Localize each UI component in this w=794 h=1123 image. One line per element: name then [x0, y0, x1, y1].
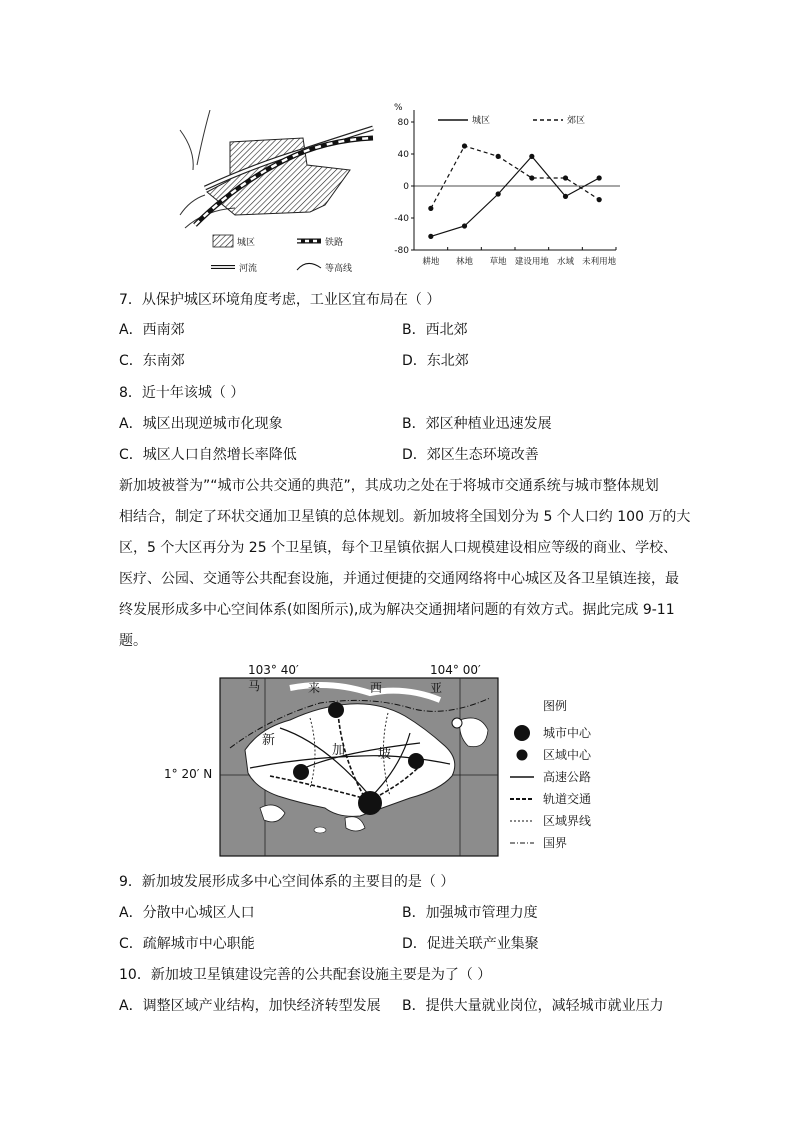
- island: [314, 827, 326, 833]
- data-point: [462, 223, 467, 228]
- question-8-stem: 8．近十年该城（ ）: [119, 385, 245, 401]
- legend-city-center-label: 城市中心: [543, 726, 592, 740]
- data-point: [563, 175, 568, 180]
- data-point: [496, 154, 501, 159]
- question-7-option-b[interactable]: B．西北郊: [402, 322, 468, 338]
- question-7-option-c[interactable]: C．东南郊: [119, 353, 185, 369]
- data-point: [563, 194, 568, 199]
- longitude-label-right: 104° 00′: [430, 663, 481, 677]
- question-8-option-a[interactable]: A．城区出现逆城市化现象: [119, 416, 283, 432]
- legend-rail-label: 轨道交通: [543, 792, 592, 806]
- x-tick-label: 未利用地: [582, 257, 617, 267]
- land-use-change-chart: [388, 100, 628, 278]
- question-7-option-d[interactable]: D．东北郊: [402, 353, 469, 369]
- passage-line-1: 新加坡被誉为”“城市公共交通的典范”，其成功之处在于将城市交通系统与城市整体规划: [119, 478, 659, 494]
- y-axis-unit: %: [394, 103, 403, 113]
- latitude-label: 1° 20′ N: [164, 767, 213, 781]
- data-point: [529, 154, 534, 159]
- x-tick-label: 草地: [489, 257, 507, 267]
- urban-map-figure: [175, 110, 375, 280]
- legend-expressway-label: 高速公路: [543, 770, 592, 784]
- contour-line: [197, 110, 210, 165]
- question-9-option-c[interactable]: C．疏解城市中心职能: [119, 936, 255, 952]
- legend-label: 城区: [472, 116, 491, 126]
- data-point: [597, 175, 602, 180]
- question-10-option-a[interactable]: A．调整区域产业结构，加快经济转型发展: [119, 998, 381, 1014]
- x-tick-label: 耕地: [422, 257, 440, 267]
- map-marker: [452, 718, 462, 728]
- data-point: [597, 197, 602, 202]
- legend-railway-label: 铁路: [325, 238, 344, 248]
- legend-urban-label: 城区: [237, 238, 256, 248]
- passage-line-5: 终发展形成多中心空间体系(如图所示),成为解决交通拥堵问题的有效方式。据此完成 9-11: [119, 602, 675, 618]
- regional-center: [328, 702, 344, 718]
- data-point: [529, 175, 534, 180]
- country-label-char: 亚: [430, 681, 443, 695]
- question-9-stem: 9．新加坡发展形成多中心空间体系的主要目的是（ ）: [119, 874, 455, 890]
- y-tick-label: 80: [397, 118, 409, 128]
- y-tick-label: 0: [403, 182, 409, 192]
- regional-center: [293, 764, 309, 780]
- question-9-option-a[interactable]: A．分散中心城区人口: [119, 905, 255, 921]
- legend-city-center-swatch: [514, 725, 530, 741]
- y-tick-label: -80: [394, 246, 409, 256]
- question-8-option-d[interactable]: D．郊区生态环境改善: [402, 447, 539, 463]
- data-point: [428, 206, 433, 211]
- legend-regional-center-label: 区域中心: [543, 748, 592, 762]
- question-8-option-b[interactable]: B．郊区种植业迅速发展: [402, 416, 552, 432]
- y-tick-label: 40: [397, 150, 409, 160]
- question-7-stem: 7．从保护城区环境角度考虑，工业区宜布局在（ ）: [119, 292, 441, 308]
- question-9-option-b[interactable]: B．加强城市管理力度: [402, 905, 538, 921]
- legend-national-boundary-label: 国界: [543, 836, 568, 850]
- map-legend-title: 图例: [543, 699, 568, 713]
- legend-contour-swatch: [297, 263, 321, 270]
- legend-region-boundary-label: 区域界线: [543, 814, 592, 828]
- island-label-char: 坡: [378, 747, 392, 762]
- country-label-char: 来: [308, 681, 321, 695]
- y-tick-label: -40: [394, 214, 409, 224]
- legend-label: 郊区: [567, 116, 586, 126]
- data-point: [462, 143, 467, 148]
- city-center: [358, 791, 382, 815]
- question-7-option-a[interactable]: A．西南郊: [119, 322, 185, 338]
- legend-river-label: 河流: [239, 264, 258, 274]
- passage-line-4: 医疗、公园、交通等公共配套设施，并通过便捷的交通网络将中心城区及各卫星镇连接，最: [119, 571, 679, 587]
- data-point: [428, 234, 433, 239]
- singapore-map-figure: [160, 658, 640, 860]
- series-line-1: [431, 156, 599, 236]
- data-point: [496, 191, 501, 196]
- question-10-option-b[interactable]: B．提供大量就业岗位，减轻城市就业压力: [402, 998, 664, 1014]
- question-10-stem: 10．新加坡卫星镇建设完善的公共配套设施主要是为了（ ）: [119, 967, 492, 983]
- island-label-char: 新: [262, 733, 276, 748]
- country-label-char: 马: [248, 679, 261, 693]
- x-tick-label: 水域: [556, 257, 575, 267]
- x-tick-label: 建设用地: [514, 257, 549, 267]
- passage-line-3: 区，5 个大区再分为 25 个卫星镇，每个卫星镇依据人口规模建设相应等级的商业、学校、: [119, 540, 678, 556]
- country-label-char: 西: [370, 681, 383, 695]
- island-label-char: 加: [332, 743, 346, 758]
- series-line-2: [431, 146, 599, 208]
- legend-regional-center-swatch: [517, 750, 528, 761]
- question-9-option-d[interactable]: D．促进关联产业集聚: [402, 936, 539, 952]
- contour-line: [180, 130, 193, 170]
- question-8-option-c[interactable]: C．城区人口自然增长率降低: [119, 447, 297, 463]
- contour-line: [180, 195, 205, 215]
- legend-urban-swatch: [213, 235, 233, 247]
- legend-contour-label: 等高线: [325, 264, 353, 274]
- x-tick-label: 林地: [455, 257, 474, 267]
- passage-line-6: 题。: [119, 633, 147, 649]
- passage-line-2: 相结合，制定了环状交通加卫星镇的总体规划。新加坡将全国划分为 5 个人口约 100 万的大: [119, 509, 691, 525]
- longitude-label-left: 103° 40′: [248, 663, 299, 677]
- regional-center: [408, 753, 424, 769]
